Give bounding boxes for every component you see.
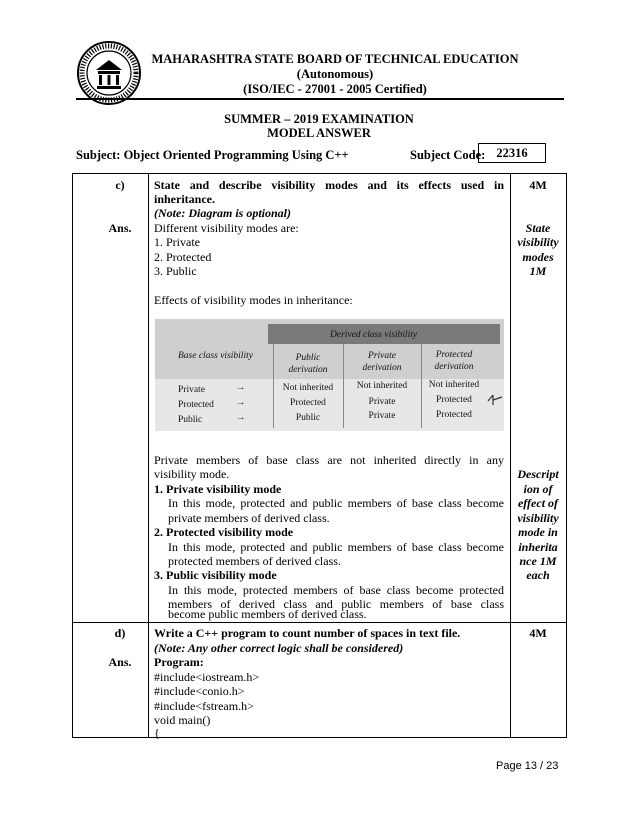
table-top-border: [72, 173, 566, 174]
marks-note: inherita: [518, 540, 558, 554]
question-text: Write a C++ program to count number of spaces in text file.: [154, 626, 461, 640]
col-border-left: [72, 173, 73, 738]
mode-title: 1. Private visibility mode: [154, 482, 282, 496]
col-border-right: [566, 173, 567, 738]
subject-label: Subject: Object Oriented Programming Using C++: [76, 148, 349, 162]
marks-note: ion of: [523, 482, 553, 496]
marks-note: modes: [522, 250, 554, 264]
diagram-cell: Protected: [436, 395, 472, 405]
mode-description: In this mode, protected and public members of base class become: [168, 496, 504, 510]
inheritance-note-cont: visibility mode.: [154, 467, 230, 481]
mode-description: members of derived class and public members of base class: [168, 597, 504, 611]
code-line: #include<fstream.h>: [154, 699, 254, 713]
arrow-icon: →: [236, 383, 246, 393]
inheritance-note: Private members of base class are not inherited directly in any: [154, 453, 504, 467]
subject-code-label: Subject Code:: [410, 148, 486, 162]
arrow-icon: →: [236, 398, 246, 408]
header-rule: [76, 98, 564, 100]
diagram-cell: Private: [368, 397, 396, 407]
col-border-qno: [148, 173, 149, 738]
subject-code-box: 22316: [478, 143, 546, 163]
mode-title: 3. Public visibility mode: [154, 568, 277, 582]
answer-label: Ans.: [108, 655, 132, 669]
marks-note: visibility: [517, 511, 559, 525]
autonomous-label: (Autonomous): [296, 67, 374, 81]
marks-note: 1M: [529, 264, 547, 278]
arrow-icon: →: [236, 413, 246, 423]
exam-subtitle: MODEL ANSWER: [267, 126, 371, 140]
marks-note: nce 1M: [519, 554, 557, 568]
modes-intro: Different visibility modes are:: [154, 221, 299, 235]
row-divider: [72, 622, 566, 623]
diagram-base-header: Base class visibility: [178, 351, 253, 361]
code-line: void main(): [154, 713, 211, 727]
diagram-divider: [273, 344, 274, 428]
diagram-cell: Private: [368, 411, 396, 421]
list-item: 2. Protected: [154, 250, 212, 264]
diagram-row-base: Protected: [178, 400, 214, 410]
code-line: #include<conio.h>: [154, 684, 245, 698]
code-line: {: [154, 726, 160, 740]
mode-description: become public members of derived class.: [168, 607, 367, 621]
diagram-col-header: Protected: [435, 350, 473, 360]
mode-description: In this mode, protected and public members of base class become: [168, 540, 504, 554]
diagram-col-header: Public: [295, 353, 321, 363]
diagram-divider: [421, 344, 422, 428]
diagram-col-header: derivation: [288, 365, 328, 375]
diagram-divider: [343, 344, 344, 428]
question-note: (Note: Any other correct logic shall be considered): [154, 641, 404, 655]
question-number: d): [114, 626, 126, 640]
certification-label: (ISO/IEC - 27001 - 2005 Certified): [243, 82, 427, 96]
page-number: Page 13 / 23: [496, 760, 559, 772]
question-text-cont: inheritance.: [154, 192, 215, 206]
marks-value: 4M: [529, 626, 547, 640]
diagram-col-header: Private: [368, 351, 396, 361]
board-name: MAHARASHTRA STATE BOARD OF TECHNICAL EDUCATION: [151, 52, 519, 66]
diagram-col-header: derivation: [434, 362, 474, 372]
marks-note: effect of: [517, 496, 559, 510]
diagram-row-base: Public: [178, 415, 203, 425]
mode-description: protected members of derived class.: [168, 554, 341, 568]
diagram-cell: Not inherited: [282, 383, 334, 393]
diagram-cell: Public: [295, 413, 321, 423]
diagram-cell: Not inherited: [356, 381, 408, 391]
diagram-cell: Protected: [436, 410, 472, 420]
mode-description: In this mode, protected members of base class become protected: [168, 583, 504, 597]
question-text: State and describe visibility modes and its effects used in: [154, 178, 504, 192]
marks-value: 4M: [529, 178, 547, 192]
table-bottom-border: [72, 737, 566, 738]
effects-title: Effects of visibility modes in inheritance:: [154, 293, 353, 307]
marks-note: State: [525, 221, 551, 235]
question-number: c): [115, 178, 125, 192]
diagram-title: Derived class visibility: [330, 330, 418, 340]
list-item: 1. Private: [154, 235, 200, 249]
answer-label: Ans.: [108, 221, 132, 235]
diagram-cell: Protected: [290, 398, 326, 408]
code-line: #include<iostream.h>: [154, 670, 260, 684]
program-label: Program:: [154, 655, 204, 669]
exam-title: SUMMER – 2019 EXAMINATION: [224, 112, 414, 126]
mode-description: private members of derived class.: [168, 511, 330, 525]
question-note: (Note: Diagram is optional): [154, 206, 291, 220]
diagram-col-header: derivation: [362, 363, 402, 373]
marks-note: mode in: [518, 525, 558, 539]
marks-note: Descript: [517, 467, 559, 481]
diagram-cell: Not inherited: [428, 380, 480, 390]
marks-note: visibility: [517, 235, 559, 249]
list-item: 3. Public: [154, 264, 197, 278]
col-border-answer: [510, 173, 511, 738]
diagram-row-base: Private: [178, 385, 205, 395]
mode-title: 2. Protected visibility mode: [154, 525, 294, 539]
check-mark-icon: [486, 391, 504, 407]
msbte-logo-icon: [76, 40, 142, 106]
marks-note: each: [526, 568, 550, 582]
